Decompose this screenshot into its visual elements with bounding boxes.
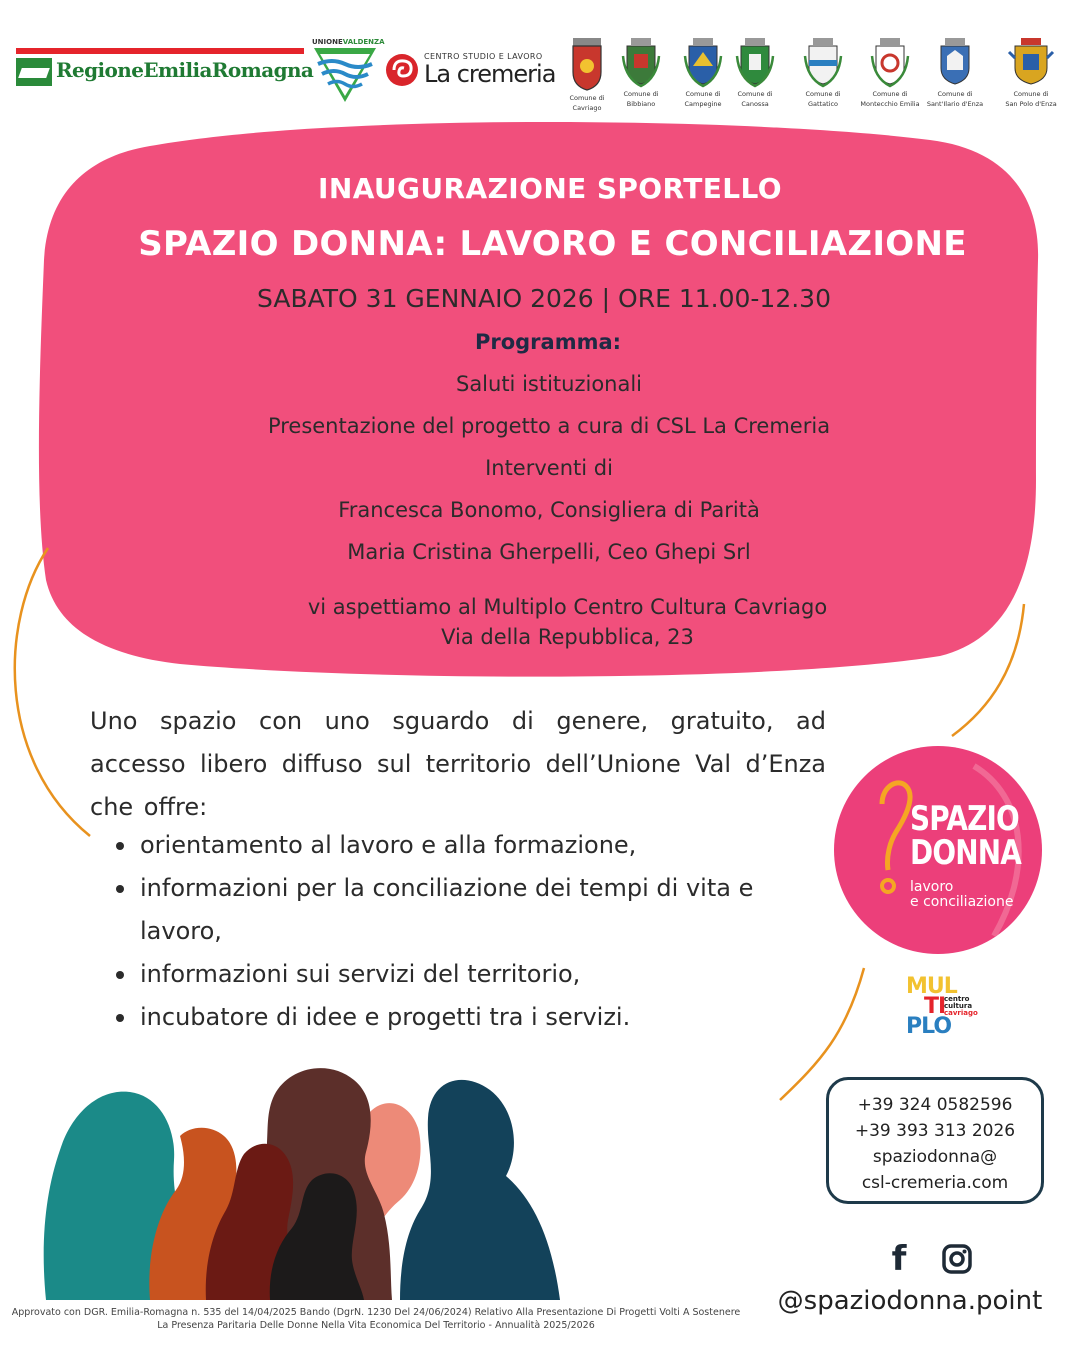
contact-email-line2[interactable]: csl-cremeria.com [861,1173,1009,1193]
comune-label-line1: Comune di [623,90,659,98]
disclaimer-line1: Approvato con DGR. Emilia-Romagna n. 535 del 14/04/2025 Bando (DgrN. 1230 Del 24/06/2024) Relativo Alla Presentazione Di Progetti Volti A Sostenere [11,1307,741,1318]
multiplo-logo [906,976,980,1038]
list-item: orientamento al lavoro e alla formazione, [140,824,830,867]
contact-phone-1[interactable]: +39 324 0582596 [857,1095,1013,1115]
comune-label-line1: Comune di [685,90,721,98]
multiplo-small2: cultura [944,1002,973,1010]
facebook-icon[interactable]: f [891,1239,907,1279]
comune-label-line2: Campegine [684,100,722,108]
program-item: Francesca Bonomo, Consigliera di Parità [338,498,760,522]
cremeria-name: La cremeria [424,60,556,88]
comune-label-line1: Comune di [1013,90,1049,98]
program-item: Presentazione del progetto a cura di CSL La Cremeria [267,414,831,438]
social-icons [884,1239,984,1279]
event-title-line1: INAUGURAZIONE SPORTELLO [318,172,782,205]
comune-label-line2: San Polo d'Enza [1005,100,1057,108]
event-title-line2: SPAZIO DONNA: LAVORO E CONCILIAZIONE [138,224,967,264]
comune-label-line2: Cavriago [572,104,602,112]
badge-subtitle-line2: e conciliazione [910,894,1014,910]
contact-phone-2[interactable]: +39 393 313 2026 [854,1121,1016,1141]
venue [0,592,1080,652]
list-item: informazioni per la conciliazione dei tempi di vita e lavoro, [140,867,830,953]
contact-email-line1[interactable]: spaziodonna@ [872,1147,998,1167]
badge-title-line2: DONNA [910,833,1021,873]
disclaimer-line2: La Presenza Paritaria Delle Donne Nella Vita Economica Del Territorio - Annualità 2025/2026 [157,1320,595,1331]
cremeria-subtitle: CENTRO STUDIO E LAVORO [424,52,543,61]
social-handle[interactable]: @spaziodonna.point [777,1286,1043,1316]
spazio-donna-logo [834,746,1042,954]
program-title: Programma: [474,330,622,354]
program-list [0,368,1080,578]
comune-label-line1: Comune di [737,90,773,98]
women-silhouettes-illustration [0,1040,580,1300]
unione-logo-text-right: VALDENZA [342,38,385,46]
program-item: Maria Cristina Gherpelli, Ceo Ghepi Srl [347,540,751,564]
unione-logo-text-left: UNIONE [312,38,343,46]
comune-label-line1: Comune di [805,90,841,98]
comune-label-line1: Comune di [569,94,605,102]
badge-subtitle [910,880,1013,910]
comune-label-line2: Sant'Ilario d'Enza [926,100,984,108]
list-item: informazioni sui servizi del territorio, [140,953,830,996]
badge-subtitle-line1: lavoro [910,879,954,895]
contact-box [826,1077,1044,1204]
venue-address: Via della Repubblica, 23 [441,625,694,649]
badge-title-line1: SPAZIO [910,799,1019,839]
comune-label-line2: Montecchio Emilia [860,100,920,108]
comune-label-line1: Comune di [872,90,908,98]
badge-title [910,799,1021,873]
service-description: Uno spazio con uno sguardo di genere, gratuito, ad accesso libero diffuso sul territorio dell’Unione Val d’Enza che offre: [90,707,826,821]
list-item: incubatore di idee e progetti tra i servizi. [140,996,830,1039]
multiplo-row2: TI [924,994,946,1019]
comune-label-line2: Canossa [741,100,769,108]
regione-logo-text: RegioneEmiliaRomagna [56,58,314,82]
multiplo-row3: PLO [906,1014,952,1039]
venue-name: vi aspettiamo al Multiplo Centro Cultura Cavriago [307,595,828,619]
comune-label-line2: Gattatico [807,100,838,108]
event-date: SABATO 31 GENNAIO 2026 | ORE 11.00-12.30 [257,284,831,313]
multiplo-small3: cavriago [944,1009,978,1017]
multiplo-small1: centro [944,995,970,1003]
multiplo-row1: MUL [906,974,957,999]
funding-disclaimer [6,1306,746,1332]
program-item: Interventi di [485,456,613,480]
program-item: Saluti istituzionali [455,372,643,396]
instagram-icon[interactable] [942,1244,972,1274]
comune-label-line2: Bibbiano [626,100,656,108]
service-features-list [140,824,830,1039]
comune-label-line1: Comune di [937,90,973,98]
